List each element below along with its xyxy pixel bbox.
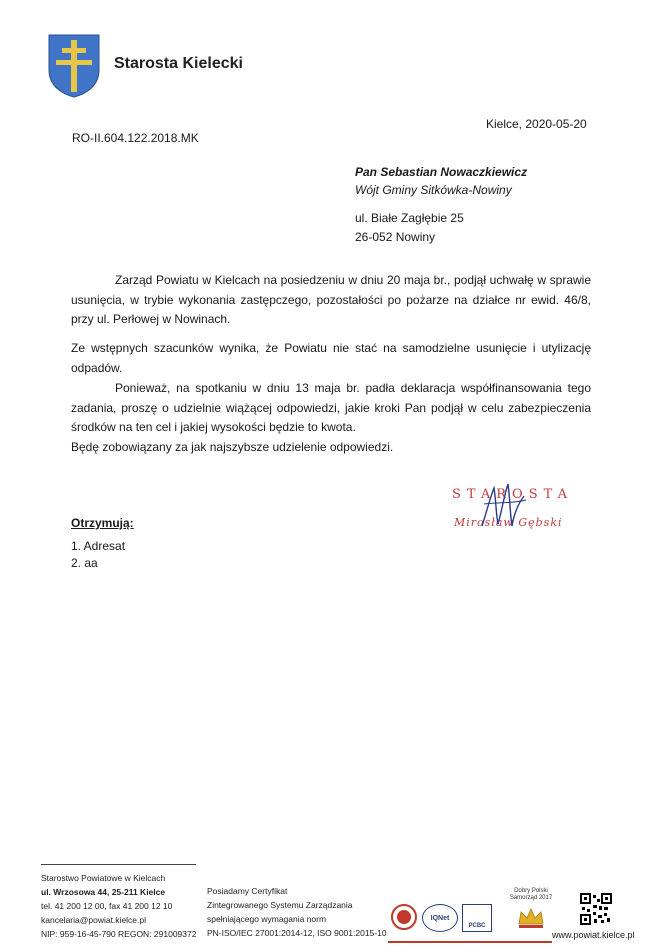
pcbc-label: PCBC [468,923,486,929]
place-date: Kielce, 2020-05-20 [486,117,587,131]
addressee-city: 26-052 Nowiny [355,230,436,244]
award-crown-icon [516,906,546,930]
letterhead-title: Starosta Kielecki [114,55,243,72]
recipients-title: Otrzymują: [71,516,134,530]
footer-email: kancelaria@powiat.kielce.pl [41,915,147,925]
body-paragraph-4: Będę zobowiązany za jak najszybsze udzielenie odpowiedzi. [71,440,394,454]
iqnet-label: IQNet [430,914,450,922]
recipient-item-1: 1. Adresat [71,539,126,553]
footer-website[interactable]: www.powiat.kielce.pl [552,930,635,940]
stamp-name: Mirosław Gębski [454,516,563,529]
addressee-name: Pan Sebastian Nowaczkiewicz [355,165,528,179]
cert-line-3: spełniającego wymagania norm [207,914,327,924]
addressee-function: Wójt Gminy Sitkówka-Nowiny [355,183,512,197]
footer-rule [41,864,196,865]
footer-phone: tel. 41 200 12 00, fax 41 200 12 10 [41,901,173,911]
body-paragraph-2: Ze wstępnych szacunków wynika, że Powiatu nie stać na samodzielne usunięcie i utylizację odpadów. [71,341,591,375]
cert-badge-quality-icon [391,904,417,930]
cert-line-4: PN-ISO/IEC 27001:2014-12, ISO 9001:2015-10 [207,928,387,938]
footer-accent-line [388,941,552,943]
footer-office: Starostwo Powiatowe w Kielcach [41,873,166,883]
award-text [500,888,562,902]
body-paragraph-3: Ponieważ, na spotkaniu w dniu 13 maja br. padła deklaracja współfinansowania tego zadania, proszę o udzielnie wiążącej odpowiedzi, jakie kroki Pan podjął w celu zabezpieczenia środków na ten cel i jakiej wysokości będzie to kwota. [71,381,591,434]
cert-line-1: Posiadamy Certyfikat [207,886,288,896]
recipient-item-2: 2. aa [71,556,98,570]
award-line-2: Samorząd 2017 [509,895,553,901]
coat-of-arms-logo [48,34,100,98]
cert-badge-iqnet [422,904,458,932]
cert-line-2: Zintegrowanego Systemu Zarządzania [207,900,353,910]
footer-cert-block [207,884,387,940]
award-line-1: Dobry Polski [514,888,548,894]
footer-office-block [41,871,196,941]
addressee-street: ul. Białe Zagłębie 25 [355,211,464,225]
footer-ids: NIP: 959-16-45-790 REGON: 291009372 [41,929,197,939]
handwritten-signature [474,474,534,534]
reference-number: RO-II.604.122.2018.MK [72,131,199,145]
body-paragraph-1: Zarząd Powiatu w Kielcach na posiedzeniu w dniu 20 maja br., podjął uchwałę w sprawie usunięcia, w trybie wykonania zastępczego, pozostałości po pożarze na działce nr ewid. 46/8, przy ul. Perłowej w Nowinach. [71,273,591,326]
cert-badge-pcbc [462,904,492,932]
stamp-title: STAROSTA [452,487,573,502]
footer-address: ul. Wrzosowa 44, 25-211 Kielce [41,887,166,897]
qr-code-icon [580,893,612,925]
